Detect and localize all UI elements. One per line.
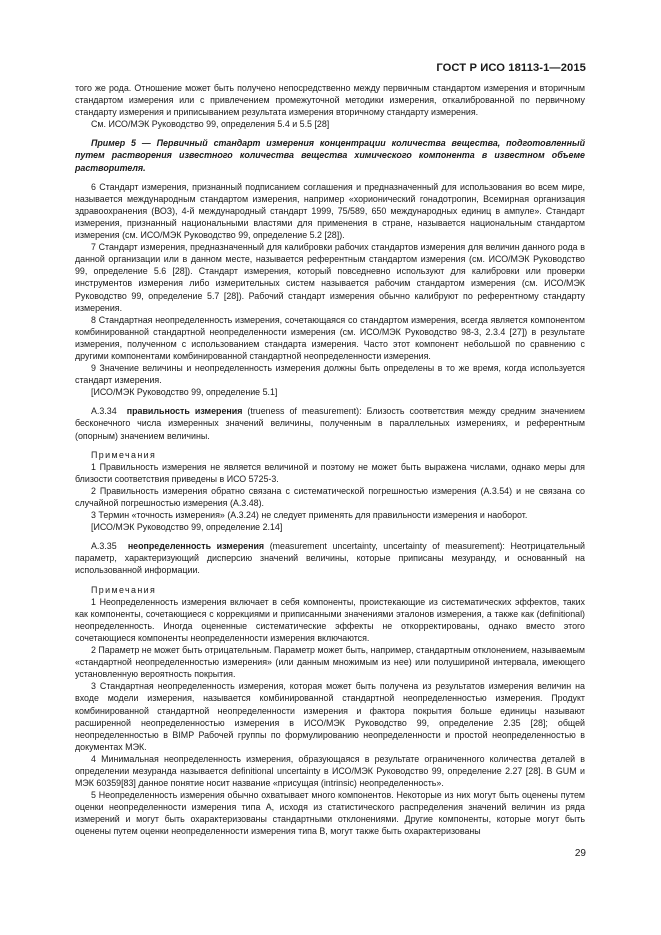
document-body [75, 82, 585, 838]
notes-heading: Примечания [91, 449, 157, 460]
paragraph-7: 7 Стандарт измерения, предназначенный для калибровки рабочих стандартов измерения для величин данного рода в данной организации или в данном месте, называется референтным стандартом измерения (см. ИСО/МЭК Руководство 99, определение 5.6 [28]). Стандарт измерения, который повседневно используют для калибровки или проверки инструментов измерения либо измерительных систем называется рабочим стандартом измерения (см. ИСО/МЭК Руководство 99, определение 5.7 [28]). Рабочий стандарт измерения обычно калибруют по референтному стандарту измерения. [75, 242, 585, 313]
note-item: 3 Стандартная неопределенность измерения, которая может быть получена из результатов измерения величин на входе модели измерения, называется комбинированной стандартной неопределенностью измерения. Продукт комбинированной стандартной неопределенности измерения и фактора покрытия больше единицы называют расширенной неопределенностью измерения в ИСО/МЭК Руководство 99, определение 2.35 [28]; общей неопределенностью в BIMP Рабочей группы по формулированию неопределенности и простой неопределенностью в документах МЭК. [75, 681, 585, 752]
term-a335 [75, 540, 585, 576]
reference-line: [ИСО/МЭК Руководство 99, определение 5.1] [91, 387, 278, 398]
paragraph-9: 9 Значение величины и неопределенность измерения должны быть определены в то же время, когда используется стандарт измерения. [75, 363, 585, 386]
paragraph-continuation: того же рода. Отношение может быть получено непосредственно между первичным стандартом измерения и вторичным стандартом измерения или с привлечением промежуточной методики измерения, откалиброванной по первичному стандарту измерения и приписыванием результата измерения вторичному стандарту измерения. [75, 83, 585, 118]
term-name: правильность измерения [126, 406, 243, 417]
reference-line: См. ИСО/МЭК Руководство 99, определения 5.4 и 5.5 [28] [91, 119, 330, 130]
page-number: 29 [574, 848, 586, 859]
note-item: 2 Параметр не может быть отрицательным. Параметр может быть, например, стандартным отклонением, называемым «стандартной неопределенностью измерения» (или данным множимым из нее) или полушириной интервала, имеющего установленную вероятность покрытия. [75, 645, 585, 680]
term-name: неопределенность измерения [127, 541, 265, 552]
term-number: A.3.35 [91, 541, 117, 552]
note-item: 3 Термин «точность измерения» (A.3.24) не следует применять для правильности измерения и наоборот. [91, 510, 528, 521]
note-item: 5 Неопределенность измерения обычно охватывает много компонентов. Некоторые из них могут быть оценены путем оценки неопределенности измерения типа А, исходя из статистического распределения значений величин из ряда измерений и могут быть охарактеризованы стандартными отклонениями. Другие компоненты, которые могут быть оценены путем оценки неопределенности измерения типа В, могут также быть охарактеризованы [75, 790, 585, 837]
term-a334 [75, 405, 585, 441]
example-5: Пример 5 — Первичный стандарт измерения концентрации количества вещества, подготовленный путем растворения известного количества вещества химического компонента в известном объеме растворителя. [75, 138, 585, 173]
standard-header: ГОСТ Р ИСО 18113-1—2015 [436, 62, 586, 74]
term-number: A.3.34 [91, 406, 117, 417]
paragraph-6: 6 Стандарт измерения, признанный подписанием соглашения и предназначенный для использования во всем мире, называется международным стандартом измерения, например «хорионический гонадотропин, Всемирная организация здравоохранения (ВОЗ), 4-й международный стандарт 1999, 75/589, 650 международных единиц в ампуле». Стандарт измерения, признанный национальными властями для применения в стране, называется национальным стандартом измерения (см. ИСО/МЭК Руководство 99, определение 5.2 [28]). [75, 181, 585, 241]
note-item: 2 Правильность измерения обратно связана с систематической погрешностью измерения (A.3.54) и не связана со случайной погрешностью измерения (A.3.48). [75, 485, 585, 508]
note-item: 4 Минимальная неопределенность измерения, образующаяся в результате ограниченного количества деталей в определении мезуранда называется definitional uncertainty в ИСО/МЭК Руководство 99, определение 2.27 [28]. В GUM и МЭК 60359[83] данное понятие носит название «присущая (intrinsic) неопределенность». [75, 753, 585, 789]
paragraph-8: 8 Стандартная неопределенность измерения, сочетающаяся со стандартом измерения, всегда является компонентом комбинированной стандартной неопределенности измерения (см. ИСО/МЭК Руководство 98-3, 2.3.4 [27]) в результате измерения, полученном с использованием стандарта измерения. Часто этот компонент небольшой по сравнению с другими компонентами комбинированной стандартной неопределенности измерения. [75, 314, 585, 361]
term-definition: (measurement uncertainty, uncertainty of measurement): Неотрицательный параметр, характеризующий дисперсию значений величины, которые приписаны мезуранду, и основанный на использованной информации. [75, 541, 585, 576]
notes-heading: Примечания [91, 584, 157, 595]
term-definition: (trueness of measurement): Близость соответствия между средним значением бесконечного числа измеренных значений величины, полученным в параллельных измерениях, и референтным (опорным) значением величины. [75, 406, 585, 441]
note-item: 1 Неопределенность измерения включает в себя компоненты, проистекающие из систематических эффектов, таких как компоненты, сочетающиеся с коррекциями и приписанными значениями эталонов измерения, а также как (definitional) неопределенность. Иногда оцененные систематические эффекты не откорректированы, однако вместо этого сочетающиеся компоненты неопределенности измерения включаются. [75, 596, 585, 643]
reference-line: [ИСО/МЭК Руководство 99, определение 2.14] [91, 522, 283, 533]
note-item: 1 Правильность измерения не является величиной и поэтому не может быть выражена числами, однако меры для близости соответствия приведены в ИСО 5725-3. [75, 461, 585, 484]
